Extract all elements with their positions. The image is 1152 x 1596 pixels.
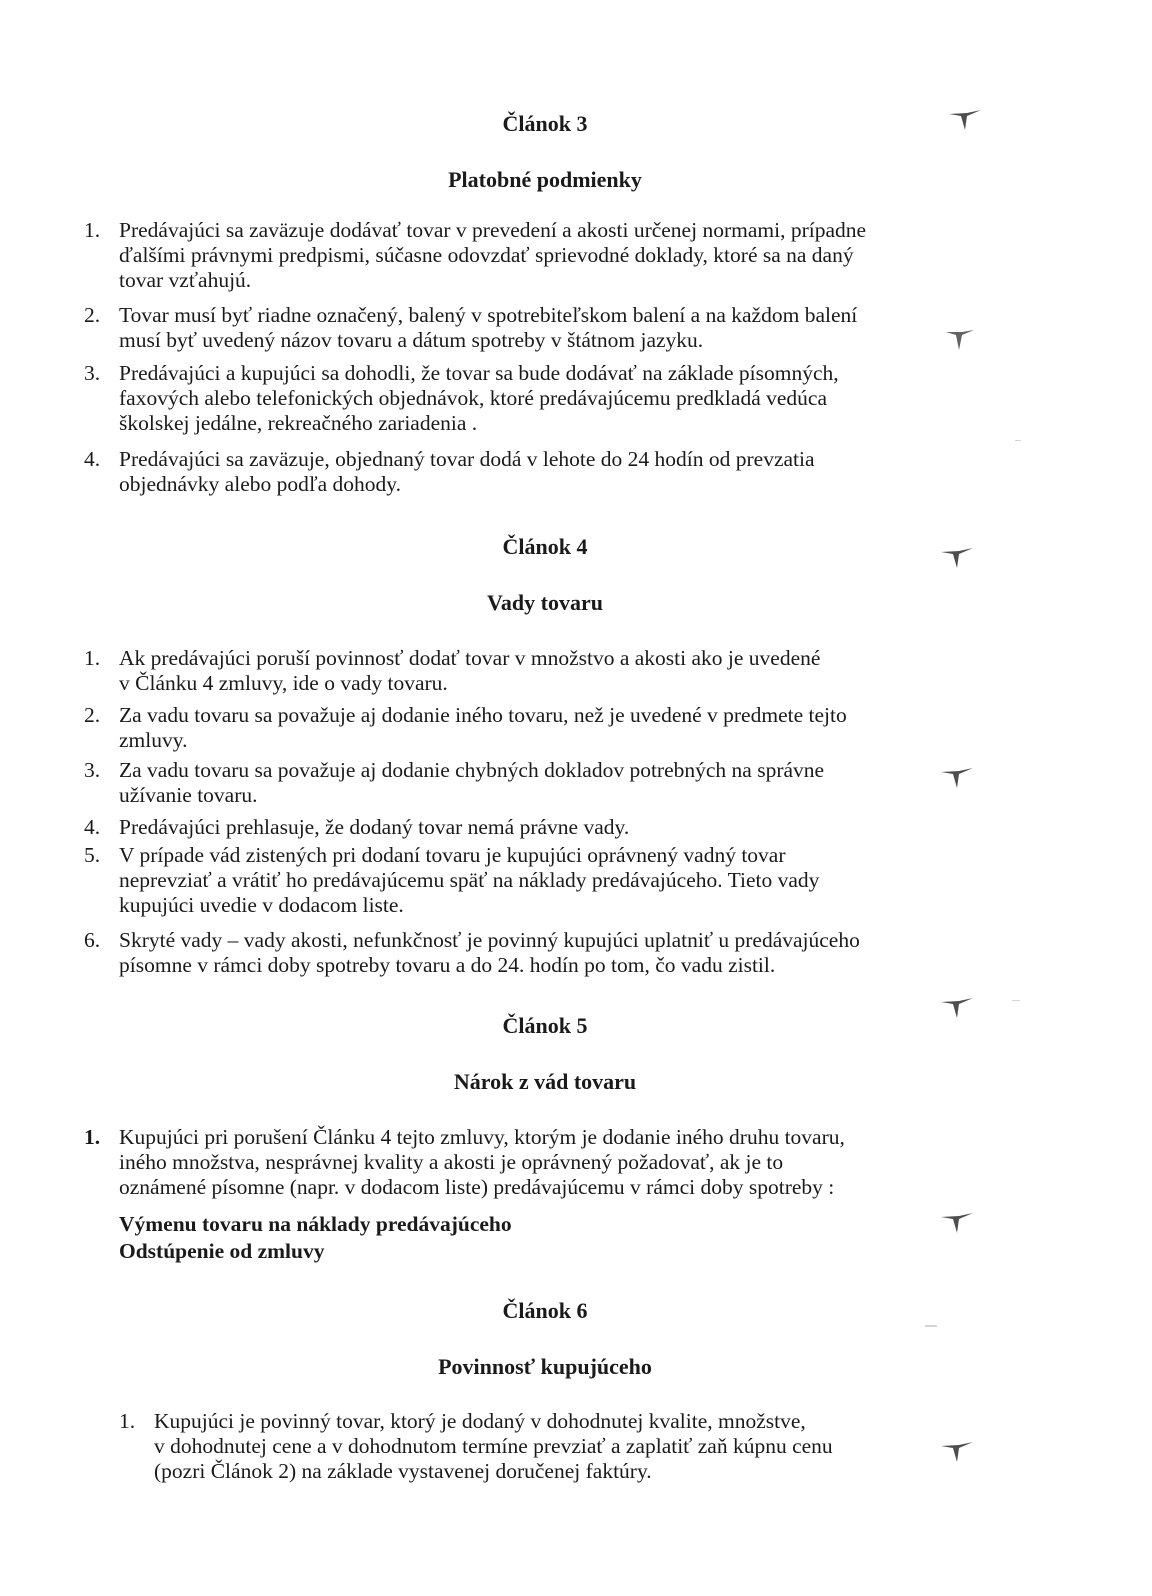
item-number: 2.	[84, 703, 101, 727]
item-text: Skryté vady – vady akosti, nefunkčnosť je povinný kupujúci uplatniť u predávajúceho písomne v rámci doby spotreby tovaru a do 24. hodín po tom, čo vadu zistil.	[119, 928, 860, 977]
item-text: Ak predávajúci poruší povinnosť dodať tovar v množstvo a akosti ako je uvedené v Článku 4 zmluvy, ide o vady tovaru.	[119, 646, 821, 695]
article-3-title: Platobné podmienky	[448, 167, 642, 192]
item-text: Tovar musí byť riadne označený, balený v spotrebiteľskom balení a na každom balení musí byť uvedený názov tovaru a dátum spotreby v štátnom jazyku.	[119, 303, 858, 352]
item-text: Predávajúci a kupujúci sa dohodli, že tovar sa bude dodávať na základe písomných, faxových alebo telefonických objednávok, ktoré predávajúcemu predkladá vedúca školskej jedálne, rekreačného zariadenia .	[119, 361, 839, 435]
article-5-heading: Článok 5	[502, 1013, 588, 1038]
article-3-heading: Článok 3	[502, 111, 588, 136]
scan-mark-icon	[937, 1432, 977, 1468]
item-number: 4.	[84, 815, 101, 839]
item-text: Predávajúci sa zaväzuje, objednaný tovar dodá v lehote do 24 hodín od prevzatia objednávky alebo podľa dohody.	[119, 447, 815, 496]
item-text: Kupujúci pri porušení Článku 4 tejto zmluvy, ktorým je dodanie iného druhu tovaru, iného množstva, nesprávnej kvality a akosti je oprávnený požadovať, ak je to oznámené písomne (napr. v dodacom liste) predávajúcemu v rámci doby spotreby :	[119, 1125, 845, 1199]
scan-speck	[1015, 440, 1021, 441]
item-text: Predávajúci prehlasuje, že dodaný tovar nemá právne vady.	[119, 815, 630, 839]
item-number: 3.	[84, 758, 101, 782]
item-number: 5.	[84, 843, 101, 867]
remedy-option: Odstúpenie od zmluvy	[119, 1239, 325, 1263]
item-text: V prípade vád zistených pri dodaní tovaru je kupujúci oprávnený vadný tovar neprevziať a vrátiť ho predávajúcemu späť na náklady predávajúceho. Tieto vady kupujúci uvedie v dodacom liste.	[119, 843, 820, 917]
scan-mark-icon	[937, 1203, 977, 1239]
item-number: 1.	[84, 218, 101, 242]
item-number: 4.	[84, 447, 101, 471]
item-text: Za vadu tovaru sa považuje aj dodanie chybných dokladov potrebných na správne užívanie tovaru.	[119, 758, 825, 807]
item-number: 1.	[119, 1409, 136, 1433]
scan-speck	[1012, 1000, 1020, 1001]
article-6-heading: Článok 6	[502, 1298, 588, 1323]
item-number: 1.	[84, 646, 101, 670]
scan-mark-icon	[937, 988, 977, 1024]
scan-mark-icon	[940, 320, 980, 356]
item-number: 2.	[84, 303, 101, 327]
item-text: Kupujúci je povinný tovar, ktorý je dodaný v dohodnutej kvalite, množstve, v dohodnutej cene a v dohodnutom termíne prevziať a zaplatiť zaň kúpnu cenu (pozri Článok 2) na základe vystavenej doručenej faktúry.	[154, 1409, 833, 1483]
article-4-title: Vady tovaru	[487, 590, 603, 615]
item-number: 3.	[84, 361, 101, 385]
item-number: 6.	[84, 928, 101, 952]
item-number: 1.	[84, 1125, 101, 1149]
article-5-title: Nárok z vád tovaru	[453, 1069, 637, 1094]
article-4-heading: Článok 4	[502, 534, 588, 559]
item-text: Za vadu tovaru sa považuje aj dodanie iného tovaru, než je uvedené v predmete tejto zmluvy.	[119, 703, 847, 752]
remedy-option: Výmenu tovaru na náklady predávajúceho	[119, 1212, 512, 1236]
scan-speck	[925, 1325, 937, 1327]
article-6-title: Povinnosť kupujúceho	[438, 1354, 652, 1379]
scan-mark-icon	[945, 100, 985, 136]
scan-mark-icon	[937, 538, 977, 574]
item-text: Predávajúci sa zaväzuje dodávať tovar v prevedení a akosti určenej normami, prípadne ďalšími právnymi predpismi, súčasne odovzdať sprievodné doklady, ktoré sa na daný tovar vzťahujú.	[119, 218, 867, 292]
scan-mark-icon	[937, 758, 977, 794]
